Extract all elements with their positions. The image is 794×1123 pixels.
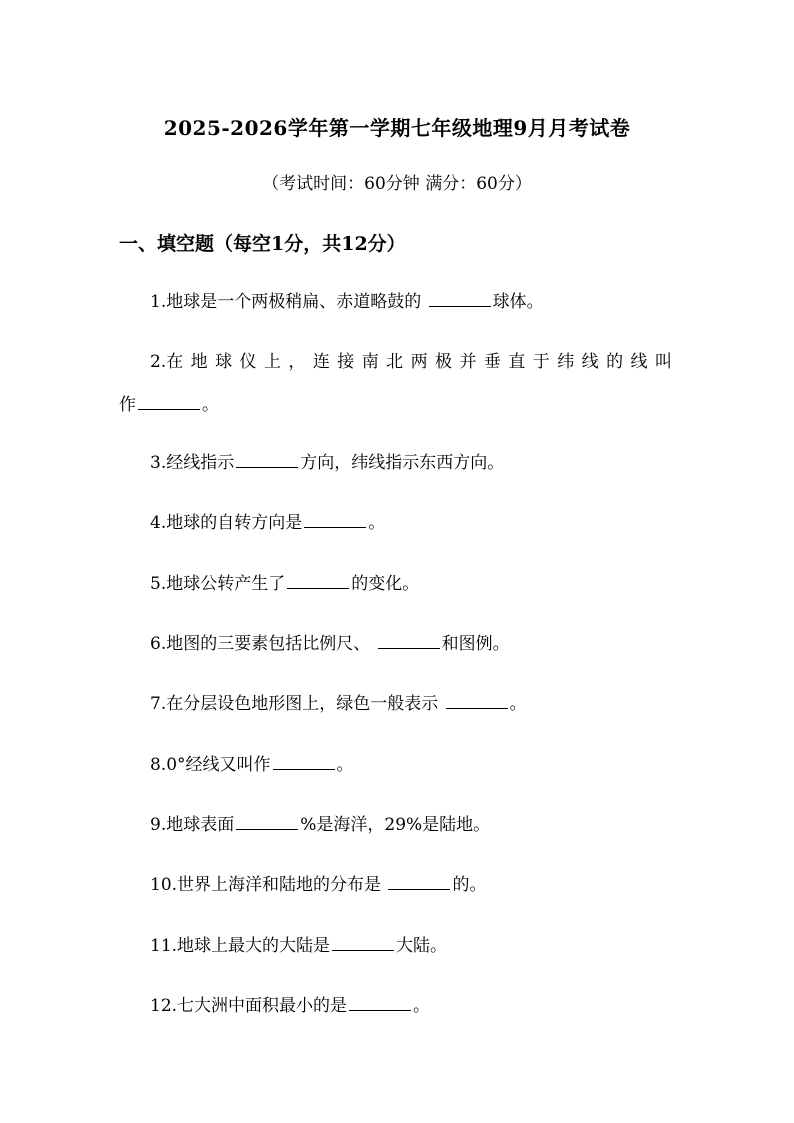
answer-blank[interactable] <box>429 289 491 307</box>
exam-info: （考试时间：60分钟 满分：60分） <box>262 174 532 194</box>
question-text: 。 <box>509 694 527 714</box>
question-text-line-1: 2.在 地 球 仪 上 ， 连 接 南 北 两 极 并 垂 直 于 纬 线 的 线 叫 <box>150 352 672 372</box>
question-text: 。 <box>368 513 386 533</box>
answer-blank[interactable] <box>332 933 394 951</box>
answer-blank[interactable] <box>304 510 366 528</box>
answer-blank[interactable] <box>446 691 508 709</box>
question-text: 的变化。 <box>351 574 420 594</box>
answer-blank[interactable] <box>138 392 200 410</box>
question-text: 和图例。 <box>441 634 510 654</box>
question-text: 10.世界上海洋和陆地的分布是 <box>150 875 387 895</box>
question-text: 的。 <box>452 875 487 895</box>
question-text: %是海洋，29%是陆地。 <box>300 815 491 835</box>
answer-blank[interactable] <box>378 631 440 649</box>
answer-blank[interactable] <box>287 571 349 589</box>
answer-blank[interactable] <box>236 812 298 830</box>
answer-blank[interactable] <box>273 752 335 770</box>
question-text: 3.经线指示 <box>150 453 235 473</box>
question-text: 。 <box>336 755 354 775</box>
question-text: 大陆。 <box>396 936 448 956</box>
question-text: 1.地球是一个两极稍扁、赤道略鼓的 <box>150 292 427 312</box>
answer-blank[interactable] <box>236 450 298 468</box>
question-text: 11.地球上最大的大陆是 <box>150 936 331 956</box>
question-text: 12.七大洲中面积最小的是 <box>150 996 348 1016</box>
question-text: 9.地球表面 <box>150 815 235 835</box>
question-text: 6.地图的三要素包括比例尺、 <box>150 634 376 654</box>
section-heading: 一、填空题（每空1分，共12分） <box>119 233 406 255</box>
question-text: 4.地球的自转方向是 <box>150 513 303 533</box>
question-text: 。 <box>413 996 431 1016</box>
question-text: 8.0°经线又叫作 <box>150 755 271 775</box>
question-text: 5.地球公转产生了 <box>150 574 286 594</box>
answer-blank[interactable] <box>349 993 411 1011</box>
question-text: 方向，纬线指示东西方向。 <box>300 453 505 473</box>
question-text: 球体。 <box>492 292 544 312</box>
answer-blank[interactable] <box>388 872 450 890</box>
question-text-line-2: 作 。 <box>119 392 219 418</box>
question-text: 7.在分层设色地形图上，绿色一般表示 <box>150 694 444 714</box>
page-title: 2025-2026学年第一学期七年级地理9月月考试卷 <box>163 116 631 140</box>
